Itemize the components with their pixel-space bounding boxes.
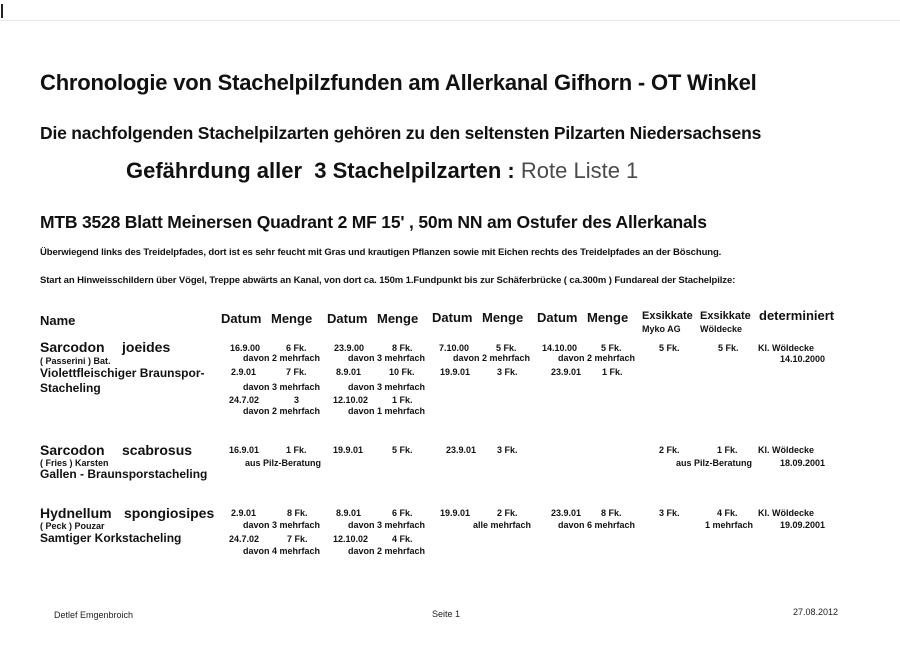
find-count: 10 Fk.: [389, 367, 415, 377]
document-title: Chronologie von Stachelpilzfunden am Allerkanal Gifhorn - OT Winkel: [40, 70, 757, 95]
find-count: 4 Fk.: [392, 534, 413, 544]
find-note: davon 3 mehrfach: [243, 382, 321, 392]
red-list-value: Rote Liste 1: [520, 158, 639, 183]
find-note: davon 2 mehrfach: [348, 546, 426, 556]
find-date: 8.9.01: [336, 367, 362, 377]
species-common-name: Gallen - Braunsporstacheling: [40, 467, 208, 481]
determined-by: Kl. Wöldecke: [758, 508, 815, 518]
find-date: 19.9.01: [440, 367, 471, 377]
find-date: 19.9.01: [440, 508, 471, 518]
find-count: 1 Fk.: [392, 395, 413, 405]
species-epithet: spongiosipes: [124, 505, 215, 521]
find-count: 8 Fk.: [392, 343, 413, 353]
header-datum-1: Datum: [221, 311, 262, 326]
find-date: 7.10.00: [439, 343, 470, 353]
footer-page-number: Seite 1: [432, 609, 461, 619]
find-note: davon 4 mehrfach: [243, 546, 321, 556]
find-date: 23.9.01: [446, 445, 477, 455]
find-date: 23.9.00: [334, 343, 365, 353]
find-count: 5 Fk.: [392, 445, 413, 455]
find-count: 6 Fk.: [392, 508, 413, 518]
find-count: 3: [294, 395, 300, 405]
species-author: ( Passerini ) Bat.: [40, 356, 111, 366]
find-date: 14.10.00: [542, 343, 578, 353]
find-count: 7 Fk.: [287, 534, 308, 544]
threat-label: Gefährdung aller 3 Stachelpilzarten :: [126, 158, 521, 183]
species-genus: Sarcodon: [40, 442, 105, 458]
find-date: 23.9.01: [551, 367, 582, 377]
species-common-name: Samtiger Korkstacheling: [40, 531, 182, 545]
species-genus: Hydnellum: [40, 505, 112, 521]
determined-date: 19.09.2001: [780, 520, 826, 530]
header-datum-4: Datum: [537, 310, 578, 325]
exsikkate-myko-count: 2 Fk.: [659, 445, 680, 455]
species-common-name-cont: Stacheling: [40, 381, 101, 395]
species-common-name: Violettfleischiger Braunspor-: [40, 366, 205, 380]
footer-date: 27.08.2012: [793, 607, 839, 617]
exsikkate-myko-count: 3 Fk.: [659, 508, 680, 518]
find-date: 24.7.02: [229, 395, 260, 405]
find-note: alle mehrfach: [473, 520, 532, 530]
species-epithet: scabrosus: [122, 442, 193, 458]
find-note: davon 1 mehrfach: [348, 406, 426, 416]
find-note: davon 3 mehrfach: [243, 520, 321, 530]
find-count: 1 Fk.: [602, 367, 623, 377]
find-date: 19.9.01: [333, 445, 364, 455]
threat-status: [126, 158, 638, 184]
header-exsikkate-myko-sub: Myko AG: [642, 324, 681, 334]
find-count: 2 Fk.: [497, 508, 518, 518]
species-author: ( Fries ) Karsten: [40, 458, 109, 468]
header-exsikkate-woeldecke-sub: Wöldecke: [700, 324, 743, 334]
header-menge-1: Menge: [271, 311, 313, 326]
find-count: 5 Fk.: [496, 343, 517, 353]
find-count: 1 Fk.: [286, 445, 307, 455]
find-note: davon 3 mehrfach: [348, 353, 426, 363]
header-datum-3: Datum: [432, 310, 473, 325]
find-count: 7 Fk.: [286, 367, 307, 377]
determined-by: Kl. Wöldecke: [758, 445, 815, 455]
header-menge-3: Menge: [482, 310, 524, 325]
species-genus: Sarcodon: [40, 339, 105, 355]
footer-author: Detlef Emgenbroich: [54, 610, 134, 620]
exsikkate-woeldecke-count: 4 Fk.: [717, 508, 738, 518]
determined-by: Kl. Wöldecke: [758, 343, 815, 353]
document-subtitle: Die nachfolgenden Stachelpilzarten gehören zu den seltensten Pilzarten Niedersachsens: [40, 123, 762, 143]
find-note: davon 2 mehrfach: [243, 353, 321, 363]
header-menge-2: Menge: [377, 311, 419, 326]
exsikkate-note: 1 mehrfach: [705, 520, 754, 530]
find-count: 5 Fk.: [601, 343, 622, 353]
find-count: 3 Fk.: [497, 445, 518, 455]
header-determiniert: determiniert: [759, 308, 835, 323]
header-name: Name: [40, 313, 76, 328]
find-note: davon 3 mehrfach: [348, 520, 426, 530]
find-note: aus Pilz-Beratung: [245, 458, 322, 468]
exsikkate-woeldecke-count: 5 Fk.: [718, 343, 739, 353]
determined-date: 18.09.2001: [780, 458, 826, 468]
find-note: davon 6 mehrfach: [558, 520, 636, 530]
habitat-note: Überwiegend links des Treidelpfades, dort ist es sehr feucht mit Gras und krautigen Pflanzen sowie mit Eichen rechts des Treidelpfades an der Böschung.: [40, 247, 722, 258]
scan-edge-line: [0, 20, 900, 21]
find-note: davon 3 mehrfach: [348, 382, 426, 392]
map-location: MTB 3528 Blatt Meinersen Quadrant 2 MF 15' , 50m NN am Ostufer des Allerkanals: [40, 212, 707, 232]
find-date: 12.10.02: [333, 534, 369, 544]
find-count: 6 Fk.: [286, 343, 307, 353]
find-count: 8 Fk.: [601, 508, 622, 518]
header-datum-2: Datum: [327, 311, 368, 326]
find-count: 3 Fk.: [497, 367, 518, 377]
find-date: 16.9.00: [230, 343, 261, 353]
find-date: 23.9.01: [551, 508, 582, 518]
species-epithet: joeides: [122, 339, 171, 355]
find-date: 8.9.01: [336, 508, 362, 518]
find-note: davon 2 mehrfach: [558, 353, 636, 363]
exsikkate-myko-count: 5 Fk.: [659, 343, 680, 353]
scan-edge-mark: [1, 4, 3, 18]
find-date: 12.10.02: [333, 395, 369, 405]
find-date: 2.9.01: [231, 508, 257, 518]
header-menge-4: Menge: [587, 310, 629, 325]
find-date: 16.9.01: [229, 445, 260, 455]
exsikkate-woeldecke-count: 1 Fk.: [717, 445, 738, 455]
species-author: ( Peck ) Pouzar: [40, 521, 105, 531]
find-note: davon 2 mehrfach: [243, 406, 321, 416]
directions-note: Start an Hinweisschildern über Vögel, Treppe abwärts an Kanal, von dort ca. 150m 1.Fundpunkt bis zur Schäferbrücke ( ca.300m ) Fundareal der Stachelpilze:: [40, 275, 736, 286]
find-date: 2.9.01: [231, 367, 257, 377]
find-date: 24.7.02: [229, 534, 260, 544]
header-exsikkate-woeldecke: Exsikkate: [700, 310, 751, 322]
header-exsikkate-myko: Exsikkate: [642, 310, 693, 322]
exsikkate-note: aus Pilz-Beratung: [676, 458, 753, 468]
determined-date: 14.10.2000: [780, 354, 826, 364]
find-note: davon 2 mehrfach: [453, 353, 531, 363]
find-count: 8 Fk.: [287, 508, 308, 518]
